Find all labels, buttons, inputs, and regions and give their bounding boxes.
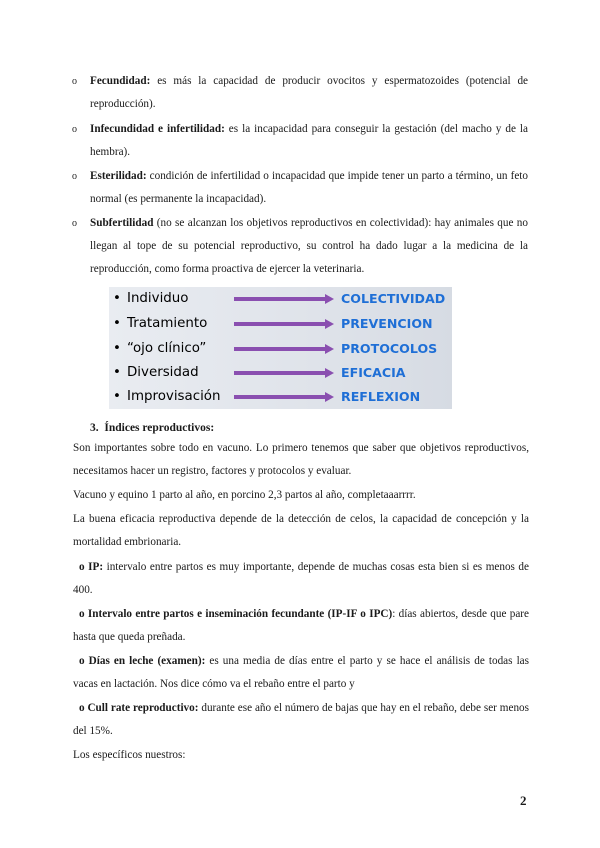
paragraph-cull-rate: o Cull rate reproductivo: durante ese año el número de bajas que hay en el rebaño, debe ser menos del 15%.: [73, 702, 529, 737]
figure-left-item: • Tratamiento: [113, 316, 208, 331]
figure-right-item: PROTOCOLOS: [341, 341, 438, 356]
figure-right-item: PREVENCION: [341, 316, 433, 331]
bullet-term: Infecundidad e infertilidad:: [90, 123, 225, 135]
bullet-marker: o: [72, 171, 77, 182]
bullet-infecundidad: [72, 118, 528, 164]
bullet-term: Esterilidad:: [90, 170, 147, 182]
bullet-text: es más la capacidad de producir ovocitos y espermatozoides (potencial de reproducción).: [90, 75, 528, 110]
bullet-text: condición de infertilidad o incapacidad que impide tener un parto a término, un feto normal (es permanente la incapacidad).: [90, 170, 528, 205]
figure-row: [109, 385, 452, 409]
figure-left-item: • “ojo clínico”: [113, 341, 207, 356]
paragraph-ip: o IP: intervalo entre partos es muy importante, depende de muchas cosas esta bien si es menos de 400.: [73, 561, 529, 596]
section-heading: [90, 418, 214, 438]
figure-row: [109, 361, 452, 385]
bullet-text: (no se alcanzan los objetivos reproductivos en colectividad): hay animales que no llegan al tope de su potencial reproductivo, su control ha dado lugar a la medicina de la reproducción, como forma proactiva de ejercer la veterinaria.: [90, 217, 528, 275]
bullet-marker: o: [72, 124, 77, 135]
bullet-marker: o: [72, 76, 77, 87]
bullet-marker: o: [72, 218, 77, 229]
figure-right-item: COLECTIVIDAD: [341, 291, 446, 306]
figure-right-item: REFLEXION: [341, 389, 421, 404]
arrow-right-icon: [234, 368, 334, 378]
bullet-term: Subfertilidad: [90, 217, 154, 229]
paragraph-dias-leche: o Días en leche (examen): es una media de días entre el parto y se hace el análisis de todas las vacas en lactación. Nos dice cómo va el rebaño entre el parto y: [73, 655, 529, 690]
figure-left-item: • Diversidad: [113, 365, 199, 380]
figure-row: [109, 312, 452, 336]
bullet-esterilidad: [72, 165, 528, 211]
arrow-right-icon: [234, 344, 334, 354]
figure-right-item: EFICACIA: [341, 365, 406, 380]
paragraph: Los específicos nuestros:: [73, 749, 186, 761]
comparison-figure: [109, 287, 452, 409]
section-number: 3.: [90, 422, 99, 434]
bullet-fecundidad: [72, 70, 528, 116]
paragraph: Son importantes sobre todo en vacuno. Lo primero tenemos que saber que objetivos reproductivos, necesitamos hacer un registro, factores y protocolos y evaluar.: [73, 442, 529, 477]
arrow-right-icon: [234, 319, 334, 329]
figure-row: [109, 287, 452, 311]
arrow-right-icon: [234, 392, 334, 402]
arrow-right-icon: [234, 294, 334, 304]
figure-left-item: • Improvisación: [113, 389, 221, 404]
page-number: 2: [520, 793, 527, 808]
bullet-text: es la incapacidad para conseguir la gestación (del macho y de la hembra).: [90, 123, 528, 158]
bullet-subfertilidad: [72, 212, 528, 281]
paragraph: La buena eficacia reproductiva depende de la detección de celos, la capacidad de concepción y la mortalidad embrionaria.: [73, 513, 529, 548]
figure-row: [109, 337, 452, 361]
paragraph-ipif: o Intervalo entre partos e inseminación fecundante (IP-IF o IPC): días abiertos, desde que pare hasta que queda preñada.: [73, 608, 530, 643]
section-title: Índices reproductivos:: [104, 422, 215, 434]
figure-left-item: • Individuo: [113, 291, 189, 306]
bullet-term: Fecundidad:: [90, 75, 151, 87]
paragraph: Vacuno y equino 1 parto al año, en porcino 2,3 partos al año, completaaarrrr.: [73, 489, 416, 501]
